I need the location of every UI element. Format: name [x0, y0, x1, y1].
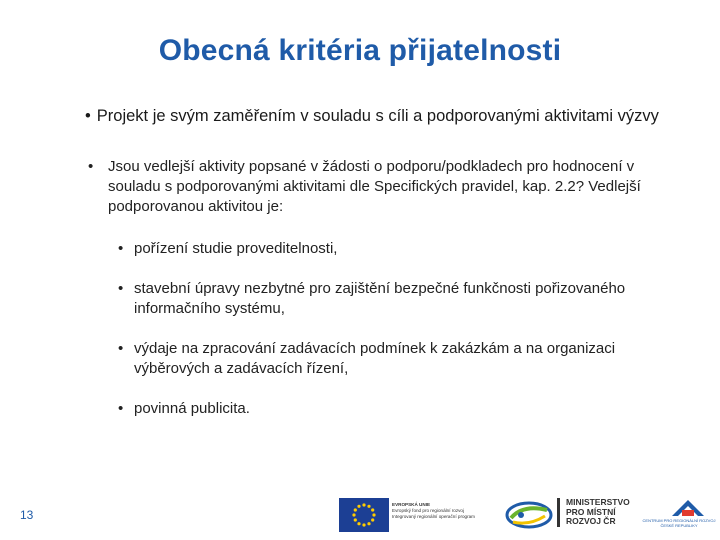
- footer-logos: [0, 490, 720, 540]
- bullet-marker: •: [118, 240, 124, 257]
- ministry-line: ROZVOJ ČR: [566, 516, 616, 526]
- eu-text: [392, 502, 502, 520]
- regional-center-line: ČESKÉ REPUBLIKY: [660, 523, 698, 528]
- eu-name: EVROPSKÁ UNIE: [392, 502, 431, 507]
- bullet-marker: •: [85, 107, 91, 125]
- bullet-marker: •: [118, 340, 124, 357]
- regional-center-text: [640, 518, 718, 528]
- list-item: [118, 399, 678, 419]
- page-number: 13: [20, 508, 34, 522]
- list-item-text: povinná publicita.: [134, 400, 250, 417]
- list-item: [118, 239, 678, 259]
- bullet-marker: •: [118, 400, 124, 417]
- list-item-text: pořízení studie proveditelnosti,: [134, 240, 338, 257]
- bullet-marker: •: [118, 280, 124, 297]
- sub-bullet-text: Jsou vedlejší aktivity popsané v žádosti o podporu/podkladech pro hodnocení v souladu s podporovanými aktivitami dle Specifických pravidel, kap. 2.2? Vedlejší podporovanou aktivitou je:: [108, 158, 641, 215]
- ministry-line: PRO MÍSTNÍ: [566, 506, 616, 517]
- ministry-line: MINISTERSTVO: [566, 497, 630, 507]
- regional-center-logo-icon: [660, 496, 716, 536]
- main-bullet-text: Projekt je svým zaměřením v souladu s cíli a podporovanými aktivitami výzvy: [96, 107, 659, 125]
- sub-bullet: [88, 157, 680, 217]
- bullet-marker: •: [88, 158, 94, 175]
- list-item-text: výdaje na zpracování zadávacích podmínek k zakázkám a na organizaci výběrových a zadávacích řízení,: [134, 340, 616, 377]
- ministry-logo: [557, 497, 630, 532]
- regional-center-line: CENTRUM PRO REGIONÁLNÍ ROZVOJ: [642, 518, 716, 523]
- list-item: [118, 279, 678, 319]
- slide-title: Obecná kritéria přijatelnosti: [158, 34, 562, 67]
- eu-flag-icon: [339, 498, 389, 532]
- program-logo-icon: [505, 498, 553, 532]
- eu-fund: Evropský fond pro regionální rozvoj: [392, 508, 465, 513]
- list-item-text: stavební úpravy nezbytné pro zajištění bezpečné funkčnosti pořizovaného informačního systému,: [134, 280, 626, 317]
- list-item: [118, 339, 678, 379]
- eu-program: Integrovaný regionální operační program: [392, 514, 475, 519]
- main-bullet: [85, 106, 675, 127]
